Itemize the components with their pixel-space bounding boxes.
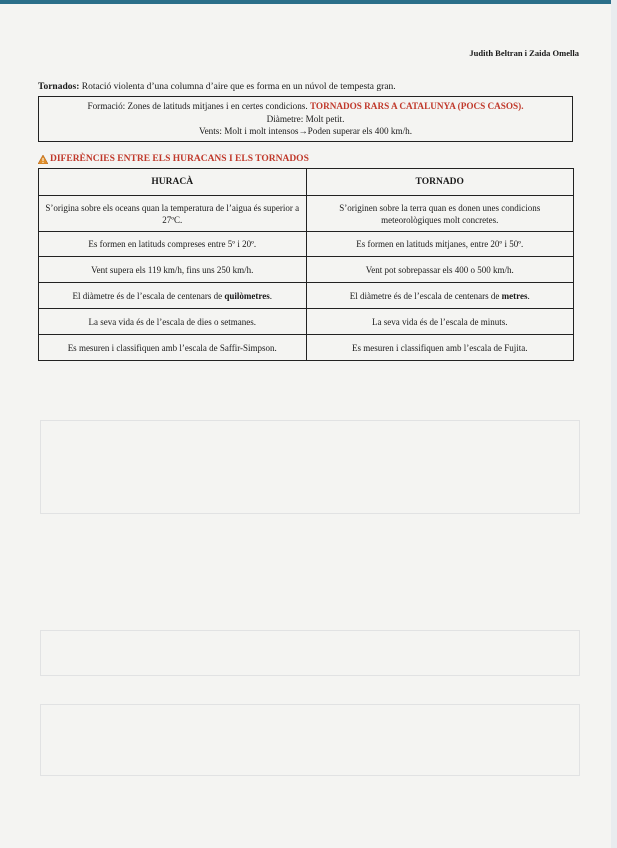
cell-huraca bbox=[39, 283, 307, 309]
cell-bold-text: metres bbox=[501, 290, 528, 301]
cell-tornado: Vent pot sobrepassar els 400 o 500 km/h. bbox=[306, 257, 574, 283]
cell-huraca: Vent supera els 119 km/h, fins uns 250 km/h. bbox=[39, 257, 307, 283]
right-edge-band bbox=[611, 0, 617, 848]
table-row bbox=[39, 257, 574, 283]
cell-tornado bbox=[306, 283, 574, 309]
bleed-through-box bbox=[40, 420, 580, 514]
warning-icon bbox=[38, 155, 48, 164]
cell-tornado: Es formen en latituds mitjanes, entre 20º i 50º. bbox=[306, 232, 574, 257]
cell-huraca: S’origina sobre els oceans quan la temperatura de l’aigua és superior a 27ºC. bbox=[39, 196, 307, 232]
definition-text: Rotació violenta d’una columna d’aire que es forma en un núvol de tempesta gran. bbox=[79, 82, 396, 92]
cell-text: . bbox=[527, 290, 530, 301]
section-title bbox=[38, 154, 309, 164]
table-row bbox=[39, 196, 574, 232]
formation-highlight: TORNADOS RARS A CATALUNYA (POCS CASOS). bbox=[309, 101, 524, 111]
tornado-definition bbox=[38, 82, 578, 92]
cell-bold-text: quilòmetres bbox=[224, 290, 270, 301]
comparison-table bbox=[38, 168, 574, 361]
header-tornado: TORNADO bbox=[306, 169, 574, 196]
table-row bbox=[39, 283, 574, 309]
cell-huraca: Es mesuren i classifiquen amb l’escala de Saffir-Simpson. bbox=[39, 335, 307, 361]
cell-text: . bbox=[269, 290, 272, 301]
cell-text: El diàmetre és de l’escala de centenars de bbox=[72, 290, 225, 301]
top-edge-bar bbox=[0, 0, 617, 4]
table-row bbox=[39, 309, 574, 335]
winds-line: Vents: Molt i molt intensos→Poden superar els 400 km/h. bbox=[198, 126, 413, 136]
tornado-info-box bbox=[38, 96, 573, 142]
formation-line bbox=[39, 100, 572, 113]
table-row bbox=[39, 232, 574, 257]
bleed-through-box bbox=[40, 630, 580, 676]
diameter-line: Diàmetre: Molt petit. bbox=[266, 113, 345, 124]
cell-huraca: Es formen en latituds compreses entre 5º i 20º. bbox=[39, 232, 307, 257]
table-row bbox=[39, 335, 574, 361]
cell-text: El diàmetre és de l’escala de centenars de bbox=[349, 290, 502, 301]
header-huraca: HURACÀ bbox=[39, 169, 307, 196]
cell-huraca: La seva vida és de l’escala de dies o setmanes. bbox=[39, 309, 307, 335]
definition-term: Tornados: bbox=[38, 82, 80, 92]
cell-tornado: La seva vida és de l’escala de minuts. bbox=[306, 309, 574, 335]
cell-tornado: Es mesuren i classifiquen amb l’escala de Fujita. bbox=[306, 335, 574, 361]
formation-text: Formació: Zones de latituds mitjanes i en certes condicions. bbox=[87, 101, 310, 111]
table-header-row bbox=[39, 169, 574, 196]
cell-tornado: S’originen sobre la terra quan es donen unes condicions meteorològiques molt concretes. bbox=[306, 196, 574, 232]
bleed-through-box bbox=[40, 704, 580, 776]
section-title-text: DIFERÈNCIES ENTRE ELS HURACANS I ELS TORNADOS bbox=[50, 154, 309, 164]
author-header: Judith Beltran i Zaida Omella bbox=[469, 48, 579, 58]
